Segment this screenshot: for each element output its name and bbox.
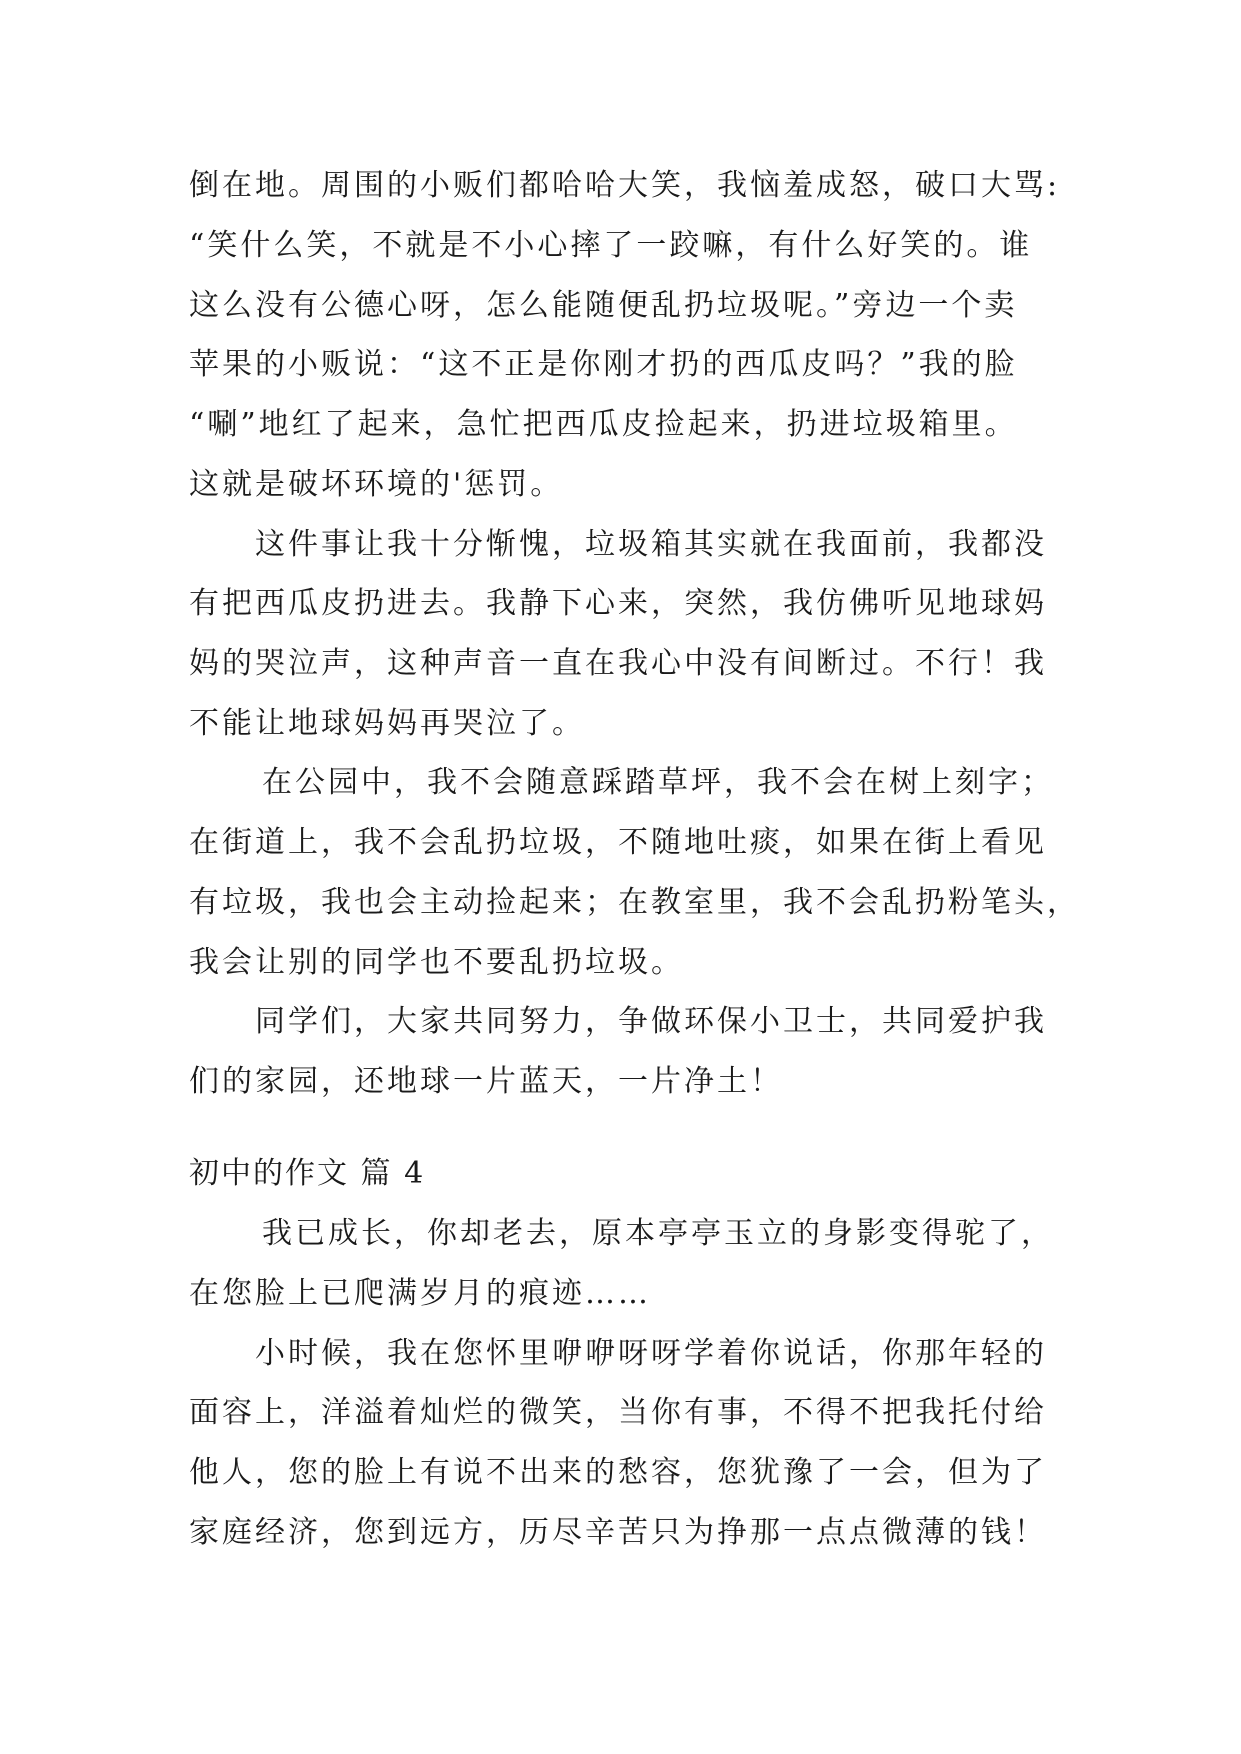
text-line: 们的家园，还地球一片蓝天，一片净土！ xyxy=(189,1064,783,1099)
text-line: 苹果的小贩说：“这不正是你刚才扔的西瓜皮吗？”我的脸 xyxy=(189,347,1018,382)
paragraph-first-line: 这件事让我十分惭愧，垃圾箱其实就在我面前，我都没 xyxy=(255,527,1047,562)
section-heading: 初中的作文 篇 4 xyxy=(189,1156,426,1191)
paragraph-first-line: 同学们，大家共同努力，争做环保小卫士，共同爱护我 xyxy=(255,1004,1047,1039)
paragraph-first-line: 我已成长，你却老去，原本亭亭玉立的身影变得驼了， xyxy=(262,1216,1054,1251)
text-line: 我会让别的同学也不要乱扔垃圾。 xyxy=(189,945,684,980)
text-line: 妈的哭泣声，这种声音一直在我心中没有间断过。不行！我 xyxy=(189,646,1047,681)
text-line: “笑什么笑，不就是不小心摔了一跤嘛，有什么好笑的。谁 xyxy=(189,228,1033,263)
text-line: 家庭经济，您到远方，历尽辛苦只为挣那一点点微薄的钱！ xyxy=(189,1515,1047,1550)
text-line: 这就是破坏环境的'惩罚。 xyxy=(189,467,564,502)
text-line: “唰”地红了起来，急忙把西瓜皮捡起来，扔进垃圾箱里。 xyxy=(189,407,1018,442)
text-line: 在您脸上已爬满岁月的痕迹…… xyxy=(189,1276,651,1311)
paragraph-first-line: 在公园中，我不会随意踩踏草坪，我不会在树上刻字； xyxy=(262,765,1054,800)
text-line: 有把西瓜皮扔进去。我静下心来，突然，我仿佛听见地球妈 xyxy=(189,586,1047,621)
text-line: 在街道上，我不会乱扔垃圾，不随地吐痰，如果在街上看见 xyxy=(189,825,1047,860)
text-line: 面容上，洋溢着灿烂的微笑，当你有事，不得不把我托付给 xyxy=(189,1395,1047,1430)
text-line: 有垃圾，我也会主动捡起来；在教室里，我不会乱扔粉笔头， xyxy=(189,885,1080,920)
text-line: 不能让地球妈妈再哭泣了。 xyxy=(189,706,585,741)
text-line: 倒在地。周围的小贩们都哈哈大笑，我恼羞成怒，破口大骂: xyxy=(189,168,1061,203)
text-line: 这么没有公德心呀，怎么能随便乱扔垃圾呢。”旁边一个卖 xyxy=(189,288,1018,323)
text-line: 他人，您的脸上有说不出来的愁容，您犹豫了一会，但为了 xyxy=(189,1455,1047,1490)
paragraph-first-line: 小时候，我在您怀里咿咿呀呀学着你说话，你那年轻的 xyxy=(255,1336,1047,1371)
